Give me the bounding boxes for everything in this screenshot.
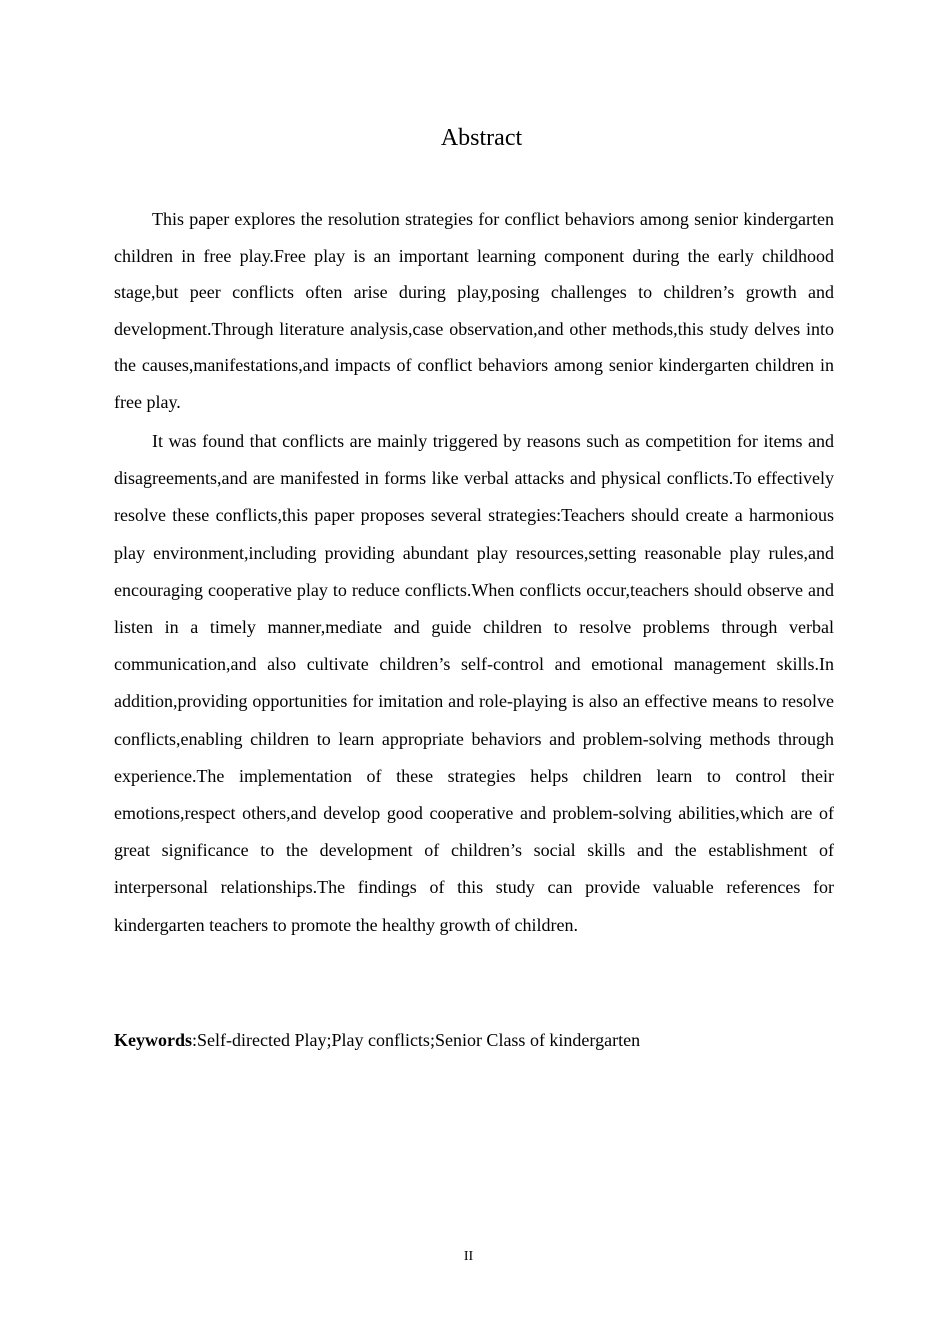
page-number: II: [463, 1249, 474, 1264]
abstract-paragraph-2: It was found that conflicts are mainly triggered by reasons such as competition for items and disagreements,and are manifested in forms like verbal attacks and physical conflicts.To effectively resolve these conflicts,this paper proposes several strategies:Teachers should create a harmonious play environment,including providing abundant play resources,setting reasonable play rules,and encouraging cooperative play to reduce conflicts.When conflicts occur,teachers should observe and listen in a timely manner,mediate and guide children to resolve problems through verbal communication,and also cultivate children’s self-control and emotional management skills.In addition,providing opportunities for imitation and role-playing is also an effective means to resolve conflicts,enabling children to learn appropriate behaviors and problem-solving methods through experience.The implementation of these strategies helps children learn to control their emotions,respect others,and develop good cooperative and problem-solving abilities,which are of great significance to the development of children’s social skills and the establishment of interpersonal relationships.The findings of this study can provide valuable references for kindergarten teachers to promote the healthy growth of children.: [114, 431, 834, 935]
keywords-label: Keywords: [114, 1030, 192, 1050]
page-title: Abstract: [440, 125, 523, 151]
abstract-paragraph-1: This paper explores the resolution strategies for conflict behaviors among senior kindergarten children in free play.Free play is an important learning component during the early childhood stage,but peer conflicts often arise during play,posing challenges to children’s growth and development.Through literature analysis,case observation,and other methods,this study delves into the causes,manifestations,and impacts of conflict behaviors among senior kindergarten children in free play.: [114, 209, 834, 412]
abstract-body: [114, 201, 834, 944]
keywords-line: [114, 1025, 834, 1055]
keywords-text: :Self-directed Play;Play conflicts;Senior Class of kindergarten: [192, 1030, 641, 1050]
